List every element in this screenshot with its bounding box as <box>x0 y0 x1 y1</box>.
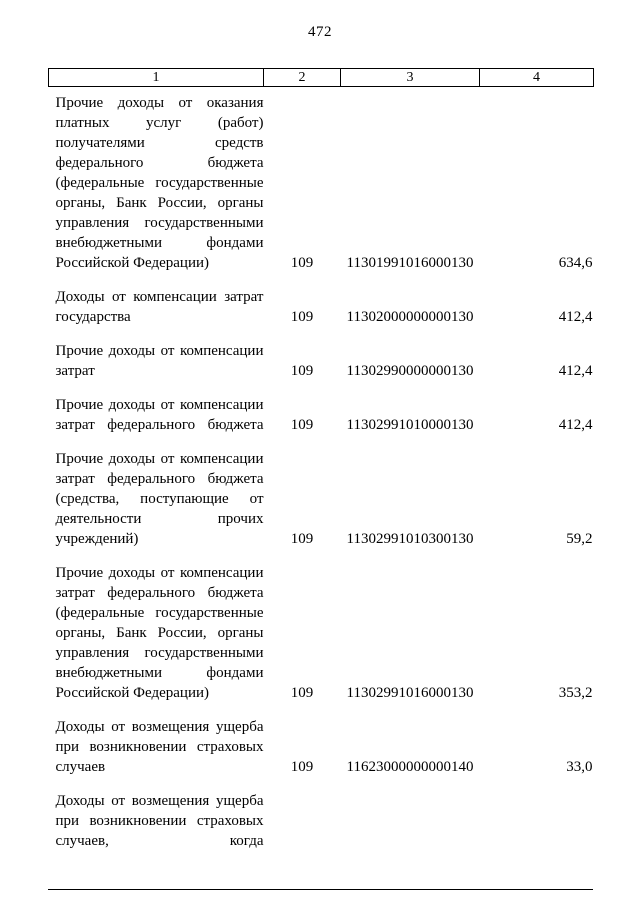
income-name-cell: Доходы от возмещения ущерба при возникновении страховых случаев, когда <box>55 793 264 849</box>
income-name-cell: Доходы от возмещения ущерба при возникновении страховых случаев <box>55 719 264 775</box>
income-name-cell: Прочие доходы от компенсации затрат федерального бюджета <box>55 397 264 433</box>
budget-revenue-table <box>48 68 594 865</box>
amount-cell: 33,0 <box>566 759 593 775</box>
budget-classification-code-cell <box>341 791 480 865</box>
income-name-cell: Прочие доходы от оказания платных услуг (работ) получателями средств федерального бюджета (федеральные государственные органы, Банк России, органы управления государственными внебюджетными фондами Российской Федерации) <box>55 95 264 271</box>
amount-cell: 353,2 <box>558 685 593 701</box>
income-name-cell: Прочие доходы от компенсации затрат федерального бюджета (федеральные государственные органы, Банк России, органы управления государственными внебюджетными фондами Российской Федерации) <box>55 565 264 701</box>
chapter-code-cell: 109 <box>290 363 314 379</box>
table-row <box>49 717 594 791</box>
chapter-code-cell: 109 <box>290 309 314 325</box>
income-name-cell: Доходы от компенсации затрат государства <box>55 289 264 325</box>
budget-classification-code-cell: 11302000000000130 <box>346 309 474 325</box>
chapter-code-cell: 109 <box>290 531 314 547</box>
table-row <box>49 449 594 563</box>
header-col-4: 4 <box>480 69 594 87</box>
chapter-code-cell: 109 <box>290 255 314 271</box>
chapter-code-cell: 109 <box>290 417 314 433</box>
page-number: 472 <box>308 24 332 40</box>
chapter-code-cell: 109 <box>290 685 314 701</box>
budget-classification-code-cell: 11302991010000130 <box>346 417 474 433</box>
amount-cell: 634,6 <box>558 255 593 271</box>
table-header-row <box>49 69 594 87</box>
table-row <box>49 341 594 395</box>
next-table-top-border <box>48 889 593 890</box>
amount-cell: 412,4 <box>558 363 593 379</box>
header-col-2: 2 <box>264 69 341 87</box>
amount-cell <box>480 791 594 865</box>
amount-cell: 59,2 <box>566 531 593 547</box>
table-row <box>49 287 594 341</box>
table-row <box>49 395 594 449</box>
header-col-1: 1 <box>49 69 264 87</box>
income-name-cell: Прочие доходы от компенсации затрат <box>55 343 264 379</box>
table-row <box>49 87 594 288</box>
header-col-3: 3 <box>341 69 480 87</box>
chapter-code-cell <box>264 791 341 865</box>
budget-classification-code-cell: 11302991010300130 <box>346 531 474 547</box>
budget-classification-code-cell: 11302990000000130 <box>346 363 474 379</box>
budget-classification-code-cell: 11302991016000130 <box>346 685 474 701</box>
budget-classification-code-cell: 11301991016000130 <box>346 255 474 271</box>
amount-cell: 412,4 <box>558 309 593 325</box>
table-row <box>49 791 594 865</box>
amount-cell: 412,4 <box>558 417 593 433</box>
budget-classification-code-cell: 11623000000000140 <box>346 759 474 775</box>
income-name-cell: Прочие доходы от компенсации затрат федерального бюджета (средства, поступающие от деятельности прочих учреждений) <box>55 451 264 547</box>
table-row <box>49 563 594 717</box>
chapter-code-cell: 109 <box>290 759 314 775</box>
